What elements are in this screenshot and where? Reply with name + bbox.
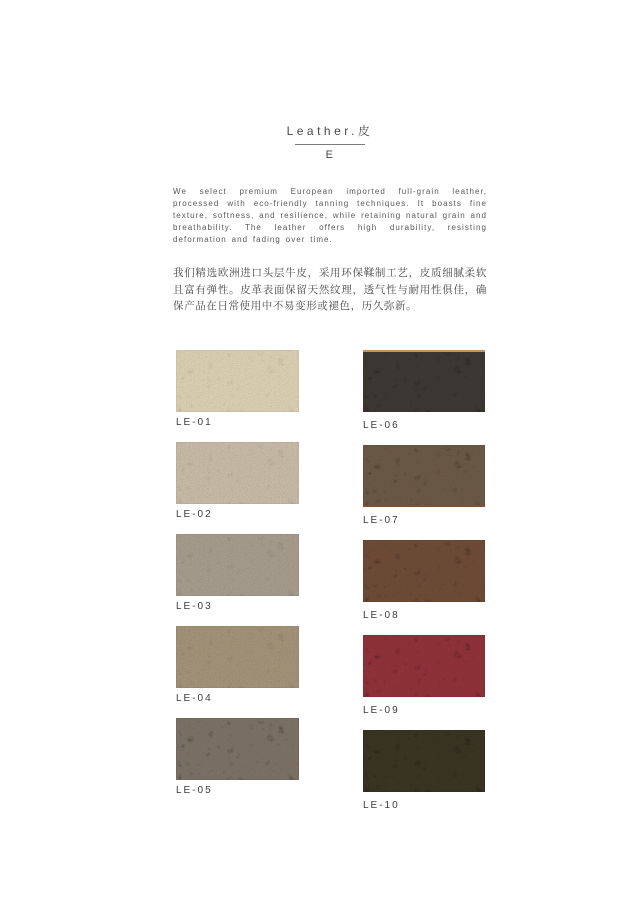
leather-swatch (176, 718, 299, 780)
swatch-cell (176, 442, 299, 520)
swatch-bottom-edge (176, 502, 299, 504)
swatch-bottom-edge (176, 778, 299, 780)
leather-texture (176, 626, 299, 688)
swatch-top-edge (363, 350, 485, 352)
swatch-top-edge (176, 350, 299, 352)
leather-texture (176, 442, 299, 504)
swatch-bottom-edge (363, 410, 485, 412)
leather-texture (363, 445, 485, 507)
swatch-cell (176, 718, 299, 796)
swatch-grid (173, 350, 487, 825)
swatch-code-label: LE-06 (363, 419, 400, 431)
leather-swatch (176, 350, 299, 412)
swatch-bottom-edge (363, 695, 485, 697)
swatch-bottom-edge (363, 600, 485, 602)
swatch-cell (176, 350, 299, 428)
page-title: Leather.皮 (286, 124, 374, 138)
section-letter: E (325, 149, 335, 161)
swatch-code-label: LE-10 (363, 799, 400, 811)
leather-texture (363, 540, 485, 602)
swatch-top-edge (363, 445, 485, 447)
swatch-column-right (363, 350, 485, 825)
leather-texture (363, 635, 485, 697)
swatch-bottom-edge (363, 505, 485, 507)
swatch-code-label: LE-09 (363, 704, 400, 716)
leather-texture (176, 350, 299, 412)
leather-swatch (176, 442, 299, 504)
leather-swatch (363, 445, 485, 507)
swatch-code-label: LE-04 (176, 692, 213, 704)
swatch-top-edge (176, 626, 299, 628)
swatch-code-label: LE-02 (176, 508, 213, 520)
leather-swatch (176, 534, 299, 596)
swatch-bottom-edge (363, 790, 485, 792)
leather-swatch (363, 350, 485, 412)
leather-texture (363, 730, 485, 792)
swatch-code-label: LE-07 (363, 514, 400, 526)
swatch-code-label: LE-05 (176, 784, 213, 796)
swatch-code-label: LE-03 (176, 600, 213, 612)
swatch-cell (176, 626, 299, 704)
leather-swatch (363, 635, 485, 697)
leather-swatch (363, 730, 485, 792)
swatch-bottom-edge (176, 594, 299, 596)
description-english: We select premium European imported full-grain leather, processed with eco-friendly tanning techniques. It boasts fine texture, softness, and resilience, while retaining natural grain and breathability. The leather offers high durability, resisting deformation and fading over time. (173, 187, 487, 244)
leather-swatch (363, 540, 485, 602)
swatch-top-edge (176, 442, 299, 444)
content-column (173, 0, 487, 825)
leather-texture (176, 534, 299, 596)
swatch-bottom-edge (176, 410, 299, 412)
swatch-top-edge (176, 534, 299, 536)
leather-swatch (176, 626, 299, 688)
swatch-code-label: LE-08 (363, 609, 400, 621)
swatch-cell (363, 350, 485, 431)
swatch-cell (176, 534, 299, 612)
swatch-cell (363, 635, 485, 716)
swatch-top-edge (176, 718, 299, 720)
swatch-cell (363, 540, 485, 621)
swatch-code-label: LE-01 (176, 416, 213, 428)
swatch-bottom-edge (176, 686, 299, 688)
swatch-top-edge (363, 540, 485, 542)
title-divider-line (295, 144, 365, 145)
swatch-column-left (176, 350, 299, 825)
swatch-top-edge (363, 730, 485, 732)
swatch-cell (363, 445, 485, 526)
swatch-cell (363, 730, 485, 811)
leather-texture (363, 350, 485, 412)
swatch-top-edge (363, 635, 485, 637)
leather-texture (176, 718, 299, 780)
description-chinese: 我们精选欧洲进口头层牛皮，采用环保鞣制工艺，皮质细腻柔软且富有弹性。皮革表面保留天然纹理，透气性与耐用性俱佳，确保产品在日常使用中不易变形或褪色，历久弥新。 (173, 267, 487, 312)
